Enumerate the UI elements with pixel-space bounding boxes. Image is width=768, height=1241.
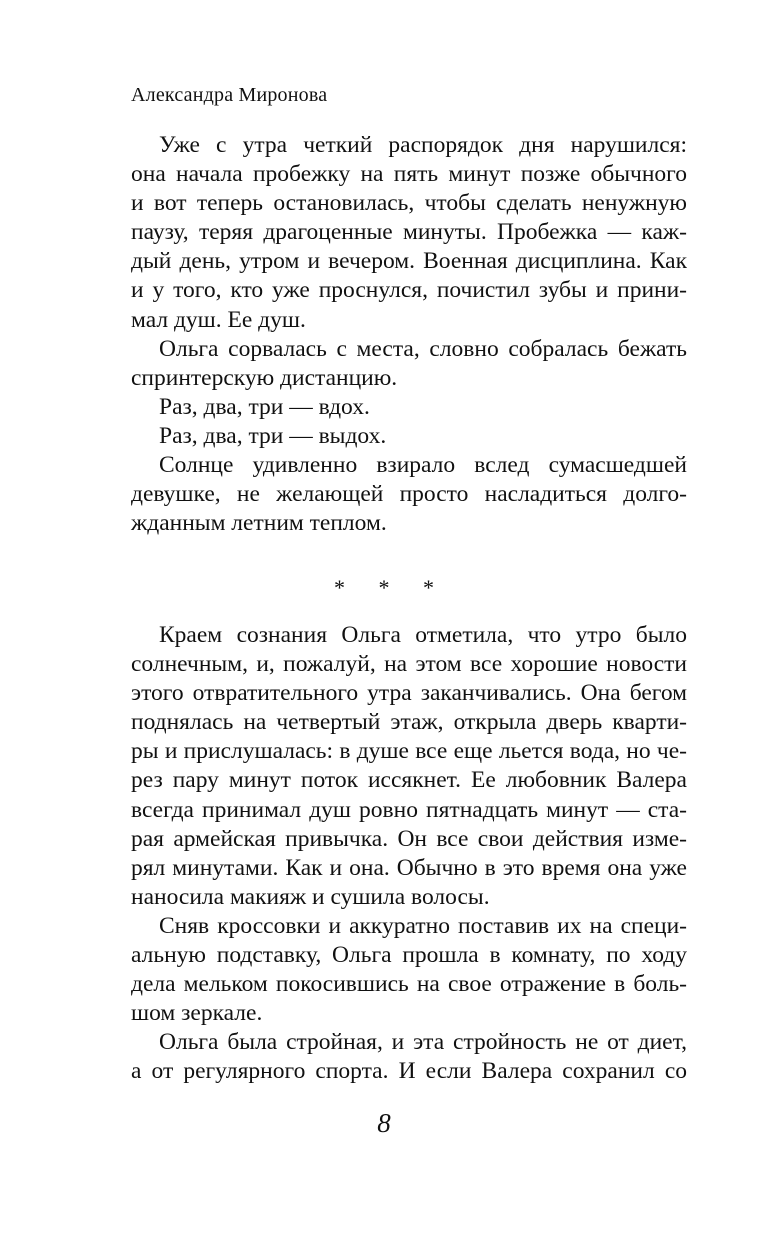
text-line: Уже с утра четкий распорядок дня нарушился: (159, 132, 687, 158)
text-line: ры и прислушалась: в душе все еще льется вода, но че- (131, 738, 687, 765)
paragraph (131, 912, 687, 1028)
text-line: дела мельком покосившись на свое отражение в боль- (131, 971, 687, 998)
text-line: шом зеркале. (131, 1000, 263, 1027)
paragraph (131, 621, 687, 912)
text-line: Сняв кроссовки и аккуратно поставив их на специ- (159, 912, 687, 939)
paragraph (131, 131, 687, 335)
running-head-author: Александра Миронова (131, 84, 328, 106)
text-line: всегда принимал душ ровно пятнадцать минут — ста- (131, 796, 687, 823)
text-line: этого отвратительного утра заканчивались. Она бегом (131, 680, 687, 707)
text-line: рез пару минут поток иссякнет. Ее любовник Валера (131, 767, 687, 794)
text-line: альную подставку, Ольга прошла в комнату, по ходу (131, 942, 687, 969)
page-number: 8 (377, 1108, 391, 1138)
text-block-upper (131, 131, 687, 538)
paragraph (131, 335, 687, 393)
text-block-lower (131, 621, 687, 1087)
text-line: рял минутами. Как и она. Обычно в это время она уже (131, 854, 687, 881)
text-line: Раз, два, три — выдох. (159, 422, 387, 449)
text-line: жданным летним теплом. (131, 510, 387, 537)
text-line: спринтерскую дистанцию. (131, 364, 398, 391)
text-line: Краем сознания Ольга отметила, что утро было (159, 622, 687, 648)
text-line: она начала пробежку на пять минут позже обычного (131, 161, 687, 188)
text-line: и вот теперь остановилась, чтобы сделать ненужную (131, 190, 687, 217)
text-line: солнечным, и, пожалуй, на этом все хорошие новости (131, 651, 687, 678)
text-line: Ольга сорвалась с места, словно собралась бежать (159, 335, 687, 362)
paragraph (131, 1028, 687, 1086)
paragraph (131, 393, 687, 422)
text-line: мал душ. Ее душ. (131, 306, 306, 333)
paragraph (131, 422, 687, 451)
text-line: Ольга была стройная, и эта стройность не от диет, (159, 1029, 687, 1056)
section-separator: * * * (334, 575, 448, 600)
text-line: рая армейская привычка. Он все свои действия изме- (131, 825, 687, 852)
text-line: Раз, два, три — вдох. (159, 393, 370, 420)
text-line: а от регулярного спорта. И если Валера сохранил со (131, 1058, 687, 1085)
text-line: паузу, теряя драгоценные минуты. Пробежка — каж- (131, 219, 687, 246)
text-line: и у того, кто уже проснулся, почистил зубы и прини- (131, 277, 687, 304)
text-line: Солнце удивленно взирало вслед сумасшедшей (159, 452, 687, 479)
text-line: наносила макияж и сушила волосы. (131, 883, 490, 910)
paragraph (131, 451, 687, 538)
text-line: дый день, утром и вечером. Военная дисциплина. Как (131, 248, 687, 275)
text-line: поднялась на четвертый этаж, открыла дверь кварти- (131, 709, 687, 736)
text-line: девушке, не желающей просто насладиться долго- (131, 481, 687, 508)
